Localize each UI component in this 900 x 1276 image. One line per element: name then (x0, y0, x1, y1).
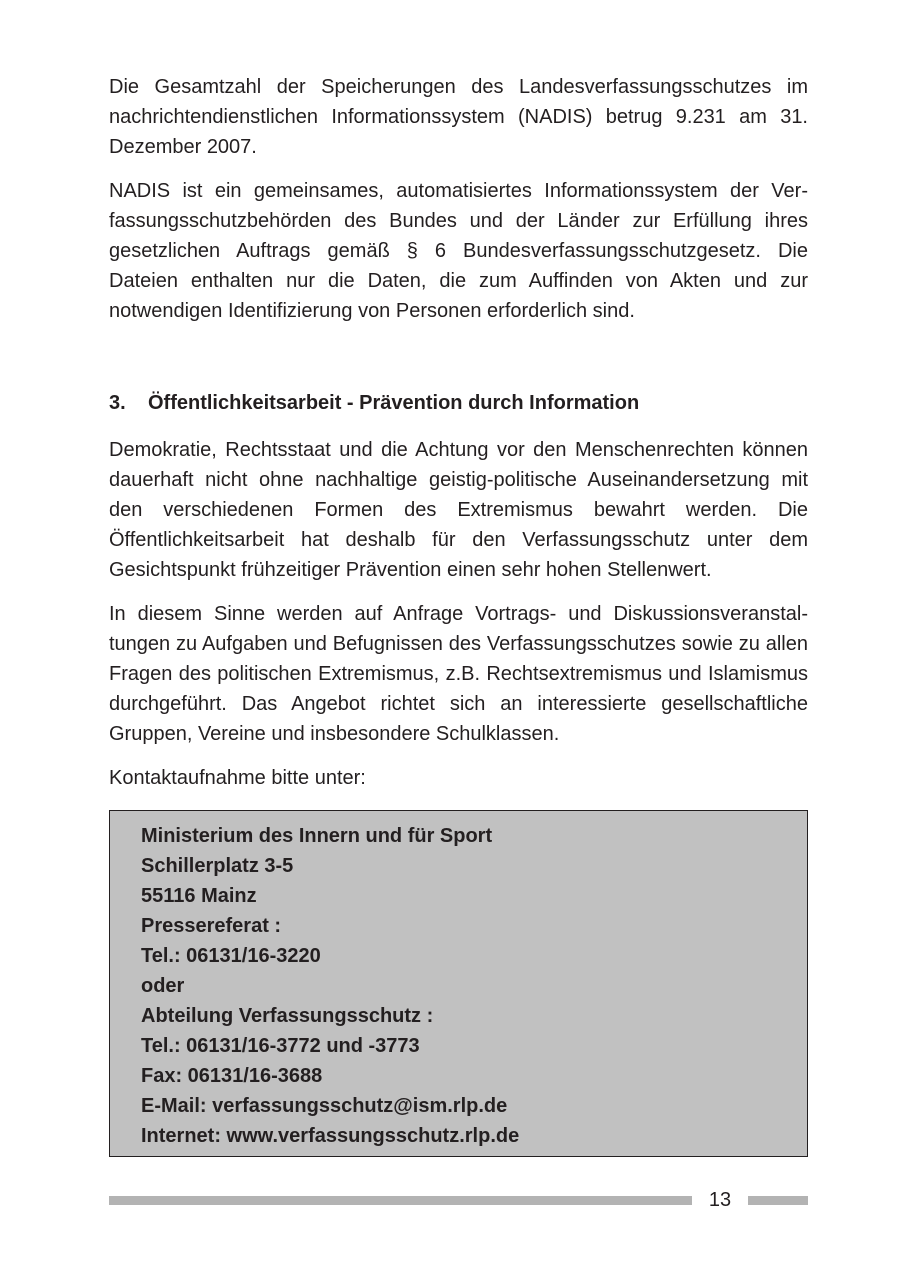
section-title: Öffentlichkeitsarbeit - Prävention durch Information (148, 392, 640, 414)
document-page (109, 72, 808, 1157)
contact-email[interactable]: E-Mail: verfassungsschutz@ism.rlp.de (141, 1095, 508, 1117)
contact-press-label: Pressereferat : (141, 915, 282, 937)
paragraph-nadis-description: NADIS ist ein gemeinsames, automatisiertes Informationssystem der Verfassungsschutzbehörden des Bundes und der Länder zur Erfüllung ihres gesetzlichen Auftrags gemäß § 6 Bundesverfassungsschutzgesetz. Die Dateien enthalten nur die Daten, die zum Auffinden von Akten und zur notwendigen Identifizierung von Personen erforderlich sind. (109, 180, 808, 322)
contact-department-label: Abteilung Verfassungsschutz : (141, 1005, 434, 1027)
contact-or: oder (141, 975, 185, 997)
contact-street: Schillerplatz 3-5 (141, 855, 294, 877)
footer-bar-right (748, 1196, 808, 1205)
section-number: 3. (109, 392, 126, 414)
paragraph-contact-intro: Kontaktaufnahme bitte unter: (109, 767, 366, 789)
paragraph-nadis-count: Die Gesamtzahl der Speicherungen des Landesverfassungsschutzes im nachrichtendienstlichen Informationssystem (NADIS) betrug 9.231 am 31. Dezember 2007. (109, 76, 808, 158)
paragraph-democracy: Demokratie, Rechtsstaat und die Achtung vor den Menschenrechten können dauerhaft nicht ohne nachhaltige geistig-politische Auseinandersetzung mit den verschiedenen Formen des Extremismus bewahrt werden. Die Öffentlichkeitsarbeit hat deshalb für den Verfassungsschutz unter dem Gesichtspunkt frühzeitiger Prävention einen sehr hohen Stellenwert. (109, 439, 808, 581)
contact-fax: Fax: 06131/16-3688 (141, 1065, 323, 1087)
page-number: 13 (708, 1189, 732, 1211)
contact-website[interactable]: Internet: www.verfassungsschutz.rlp.de (141, 1125, 520, 1147)
contact-box (109, 810, 808, 1157)
paragraph-events: In diesem Sinne werden auf Anfrage Vortrags- und Diskussionsveranstaltungen zu Aufgaben und Befugnissen des Verfassungsschutzes sowie zu allen Fragen des politischen Extremismus, z.B. Rechtsextremismus und Islamismus durchgeführt. Das Angebot richtet sich an interessierte gesellschaftliche Gruppen, Vereine und insbesondere Schulklassen. (109, 603, 808, 745)
section-heading (109, 388, 808, 418)
contact-city: 55116 Mainz (141, 885, 257, 907)
contact-press-phone: Tel.: 06131/16-3220 (141, 945, 321, 967)
contact-department-phone: Tel.: 06131/16-3772 und -3773 (141, 1035, 420, 1057)
footer-bar-left (109, 1196, 692, 1205)
contact-ministry: Ministerium des Innern und für Sport (141, 825, 493, 847)
